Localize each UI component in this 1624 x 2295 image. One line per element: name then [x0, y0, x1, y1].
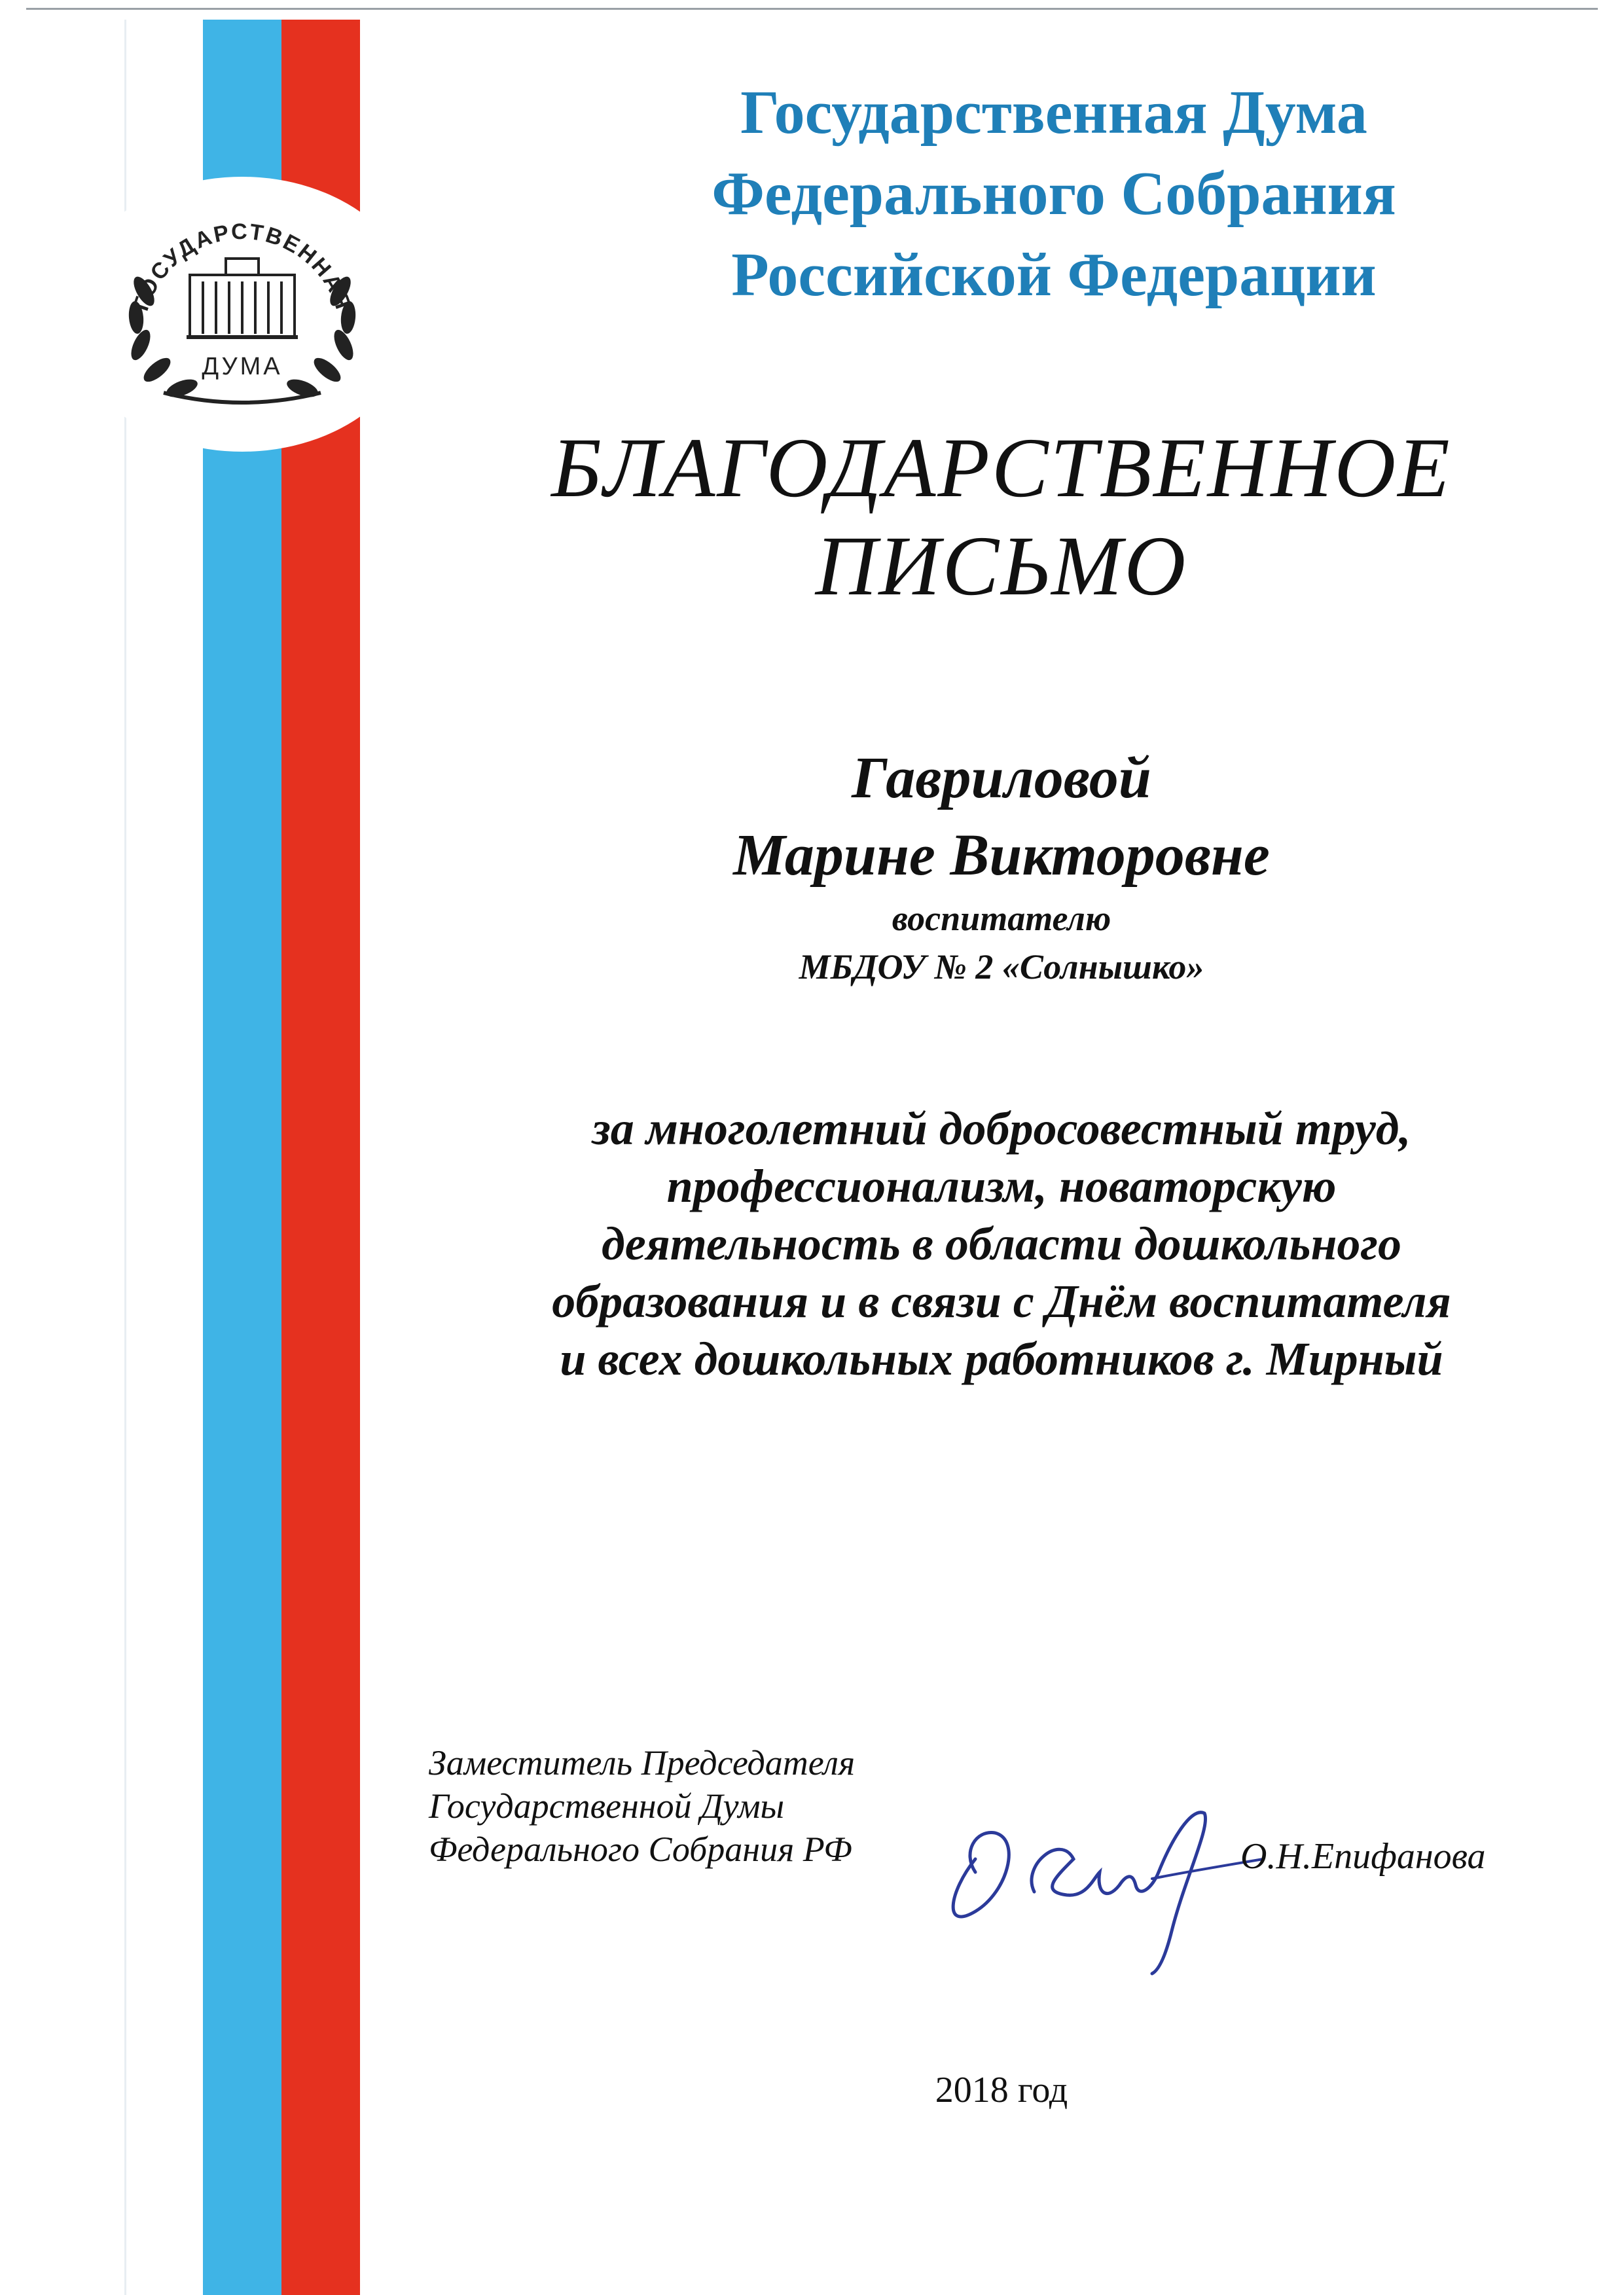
header-line: Государственная Дума — [740, 79, 1367, 147]
recipient-surname: Гавриловой — [852, 746, 1151, 810]
signer-name: О.Н.Епифанова — [1240, 1836, 1486, 1877]
reason-line: деятельность в области дошкольного — [602, 1218, 1401, 1270]
reason-line: и всех дошкольных работников г. Мирный — [560, 1333, 1443, 1385]
reason-line: образования и в связи с Днём воспитателя — [552, 1275, 1451, 1328]
signer-title — [429, 1741, 952, 1871]
recipient-organization: МБДОУ № 2 «Солнышко» — [799, 947, 1204, 986]
header-line: Российской Федерации — [731, 241, 1377, 309]
recipient-given-names: Марине Викторовне — [733, 823, 1270, 888]
document-year: 2018 год — [935, 2070, 1068, 2110]
signer-title-line: Заместитель Председателя — [429, 1743, 856, 1782]
issuer-header — [576, 72, 1532, 316]
title-line: БЛАГОДАРСТВЕННОЕ — [551, 421, 1452, 515]
signer-title-line: Федерального Собрания РФ — [429, 1830, 852, 1869]
document-title — [445, 419, 1558, 615]
header-line: Федерального Собрания — [712, 160, 1396, 228]
reason-line: за многолетний добросовестный труд, — [592, 1102, 1411, 1155]
top-rule — [26, 8, 1598, 10]
signer-title-line: Государственной Думы — [429, 1786, 785, 1826]
reason-block — [458, 1100, 1545, 1388]
title-line: ПИСЬМО — [815, 519, 1188, 613]
state-duma-emblem — [65, 177, 419, 452]
reason-line: профессионализм, новаторскую — [666, 1160, 1337, 1212]
emblem-top-text: ГОСУДАРСТВЕННАЯ — [128, 219, 356, 314]
recipient-position: воспитателю — [892, 899, 1111, 938]
handwritten-signature — [936, 1780, 1276, 1977]
emblem-bottom-text: ДУМА — [202, 353, 283, 380]
recipient-block — [576, 740, 1427, 991]
duma-building-icon — [187, 259, 298, 337]
